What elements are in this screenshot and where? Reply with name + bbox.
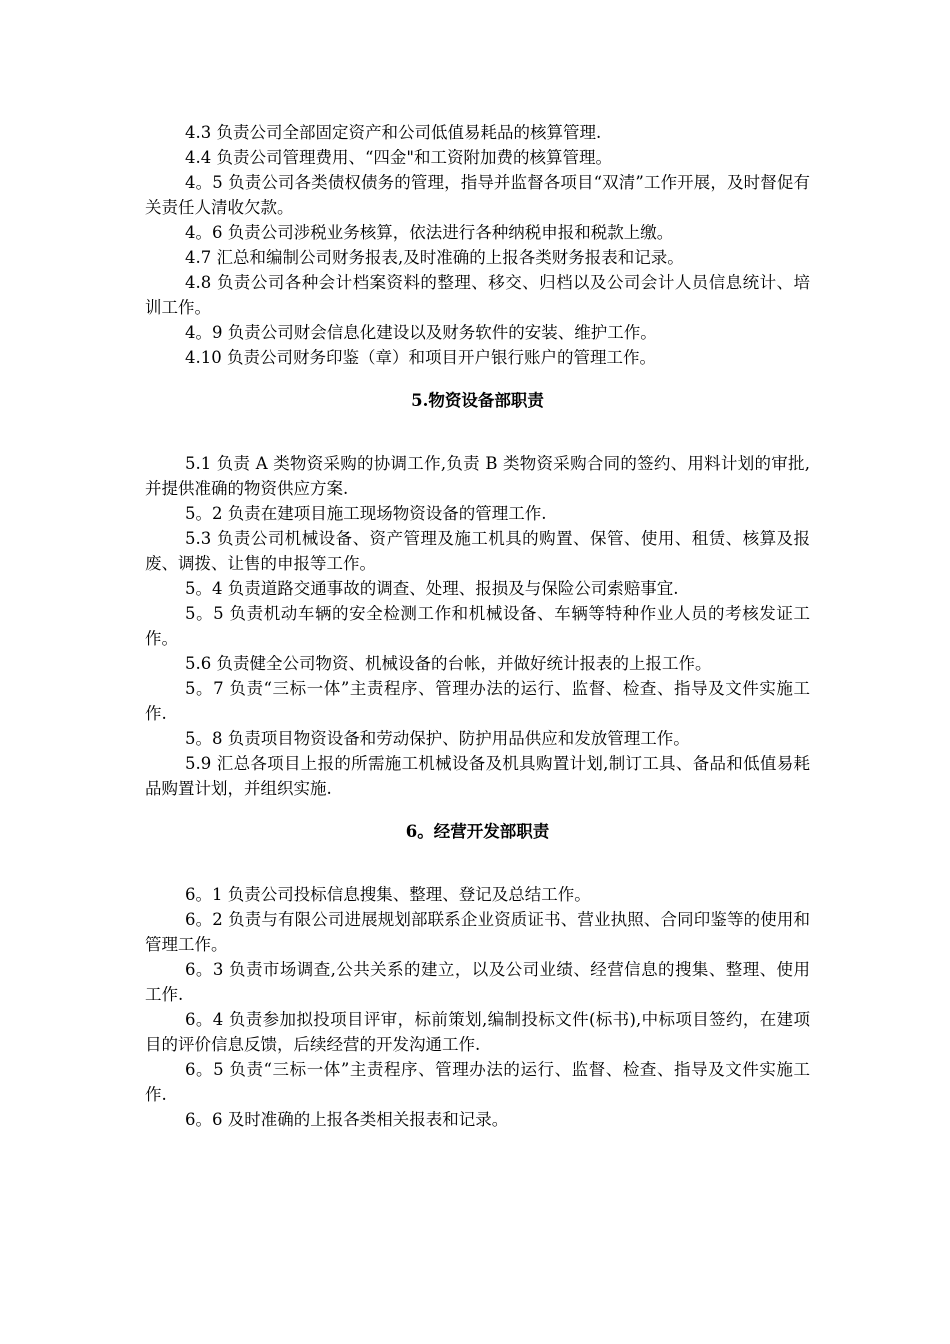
document-body bbox=[145, 120, 810, 1132]
section-4-list bbox=[145, 120, 810, 370]
paragraph-4-3: 4.3 负责公司全部固定资产和公司低值易耗品的核算管理. bbox=[185, 123, 602, 142]
paragraph-5-4: 5。4 负责道路交通事故的调查、处理、报损及与保险公司索赔事宜. bbox=[185, 579, 679, 598]
paragraph-5-5: 5。5 负责机动车辆的安全检测工作和机械设备、车辆等特种作业人员的考核发证工作。 bbox=[145, 604, 810, 648]
paragraph-5-2: 5。2 负责在建项目施工现场物资设备的管理工作. bbox=[185, 504, 547, 523]
paragraph-6-3: 6。3 负责市场调查,公共关系的建立，以及公司业绩、经营信息的搜集、整理、使用工作. bbox=[145, 960, 810, 1004]
section-5-list bbox=[145, 451, 810, 801]
paragraph-4-5: 4。5 负责公司各类债权债务的管理，指导并监督各项目“双清”工作开展，及时督促有关责任人清收欠款。 bbox=[145, 173, 810, 217]
paragraph-6-5: 6。5 负责“三标一体”主责程序、管理办法的运行、监督、检查、指导及文件实施工作. bbox=[145, 1060, 810, 1104]
paragraph-4-6: 4。6 负责公司涉税业务核算，依法进行各种纳税申报和税款上缴。 bbox=[185, 223, 674, 242]
spacer bbox=[145, 413, 810, 451]
paragraph-5-9: 5.9 汇总各项目上报的所需施工机械设备及机具购置计划,制订工具、备品和低值易耗品购置计划，并组织实施. bbox=[145, 754, 810, 798]
paragraph-6-4: 6。4 负责参加拟投项目评审，标前策划,编制投标文件(标书),中标项目签约，在建项目的评价信息反馈，后续经营的开发沟通工作. bbox=[145, 1010, 810, 1054]
spacer bbox=[145, 844, 810, 882]
spacer bbox=[145, 370, 810, 388]
paragraph-4-7: 4.7 汇总和编制公司财务报表,及时准确的上报各类财务报表和记录。 bbox=[185, 248, 684, 267]
paragraph-5-3: 5.3 负责公司机械设备、资产管理及施工机具的购置、保管、使用、租赁、核算及报废、调拨、让售的申报等工作。 bbox=[145, 529, 810, 573]
paragraph-5-7: 5。7 负责“三标一体”主责程序、管理办法的运行、监督、检查、指导及文件实施工作. bbox=[145, 679, 810, 723]
paragraph-6-2: 6。2 负责与有限公司进展规划部联系企业资质证书、营业执照、合同印鉴等的使用和管理工作。 bbox=[145, 910, 810, 954]
paragraph-6-1: 6。1 负责公司投标信息搜集、整理、登记及总结工作。 bbox=[185, 885, 591, 904]
paragraph-6-6: 6。6 及时准确的上报各类相关报表和记录。 bbox=[185, 1110, 509, 1129]
paragraph-5-8: 5。8 负责项目物资设备和劳动保护、防护用品供应和发放管理工作。 bbox=[185, 729, 690, 748]
paragraph-4-8: 4.8 负责公司各种会计档案资料的整理、移交、归档以及公司会计人员信息统计、培训工作。 bbox=[145, 273, 810, 317]
paragraph-5-1: 5.1 负责 A 类物资采购的协调工作,负责 B 类物资采购合同的签约、用料计划的审批,并提供准确的物资供应方案. bbox=[145, 454, 810, 498]
section-6-title: 6。经营开发部职责 bbox=[405, 822, 550, 841]
spacer bbox=[145, 801, 810, 819]
paragraph-4-4: 4.4 负责公司管理费用、“四金"和工资附加费的核算管理。 bbox=[185, 148, 613, 167]
section-5-title: 5.物资设备部职责 bbox=[411, 391, 544, 410]
paragraph-4-9: 4。9 负责公司财会信息化建设以及财务软件的安装、维护工作。 bbox=[185, 323, 657, 342]
paragraph-5-6: 5.6 负责健全公司物资、机械设备的台帐，并做好统计报表的上报工作。 bbox=[185, 654, 712, 673]
paragraph-4-10: 4.10 负责公司财务印鉴（章）和项目开户银行账户的管理工作。 bbox=[185, 348, 656, 367]
section-6-list bbox=[145, 882, 810, 1132]
